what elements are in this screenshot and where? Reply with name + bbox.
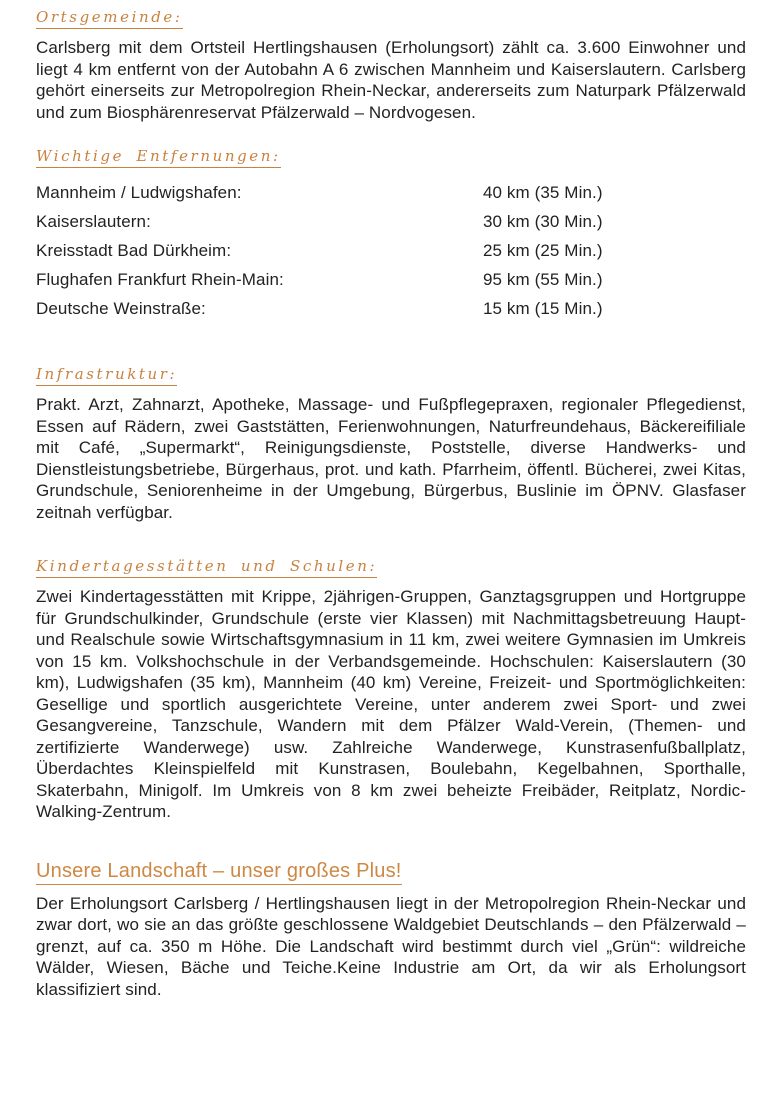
distance-row (36, 207, 746, 236)
distance-value: 95 km (55 Min.) (483, 269, 603, 289)
paragraph-infrastruktur: Prakt. Arzt, Zahnarzt, Apotheke, Massage- und Fußpflegepraxen, regionaler Pflegedienst, Essen auf Rädern, zwei Gaststätten, Ferienwohnungen, Naturfreundehaus, Bäckereifiliale mit Café, „Supermarkt“, Reinigungsdienste, Poststelle, diverse Handwerks- und Dienstleistungsbetriebe, Bürgerhaus, prot. und kath. Pfarrheim, öffentl. Bücherei, zwei Kitas, Grundschule, Seniorenheime in der Umgebung, Bürgerbus, Buslinie im ÖPNV. Glasfaser zeitnah verfügbar. (36, 395, 746, 522)
heading-row (36, 365, 746, 386)
section-heading-ortsgemeinde: Ortsgemeinde: (36, 8, 183, 29)
paragraph-kitas-schulen: Zwei Kindertagesstätten mit Krippe, 2jährigen-Gruppen, Ganztagsgruppen und Hortgruppe für Grundschulkinder, Grundschule (erste vier Klassen) mit Nachmittagsbetreuung Haupt- und Realschule sowie Wirtschaftsgymnasium in 11 km, zwei weitere Gymnasien im Umkreis von 15 km. Volkshochschule in der Verbandsgemeinde. Hochschulen: Kaiserslautern (30 km), Ludwigshafen (35 km), Mannheim (40 km) Vereine, Freizeit- und Sportmöglichkeiten: Gesellige und sportlich ausgerichtete Vereine, unter anderem zwei Sport- und zwei Gesangvereine, Tanzschule, Wandern mit dem Pfälzer Wald-Verein, (Themen- und zertifizierte Wanderwege) usw. Zahlreiche Wanderwege, Kunstrasenfußballplatz, Überdachtes Kleinspielfeld mit Kunstrasen, Boulebahn, Kegelbahnen, Sporthalle, Skaterbahn, Minigolf. Im Umkreis von 8 km zwei beheizte Freibäder, Reitplatz, Nordic-Walking-Zentrum. (36, 587, 746, 821)
section-kitas-schulen (36, 557, 746, 823)
section-heading-kitas-schulen: Kindertagesstätten und Schulen: (36, 557, 377, 578)
distance-label: Mannheim / Ludwigshafen: (36, 182, 242, 202)
distance-row (36, 294, 746, 323)
distance-label: Flughafen Frankfurt Rhein-Main: (36, 269, 284, 289)
section-landschaft (36, 859, 746, 1001)
section-heading-landschaft: Unsere Landschaft – unser großes Plus! (36, 859, 402, 885)
distance-label: Kreisstadt Bad Dürkheim: (36, 240, 232, 260)
paragraph-ortsgemeinde: Carlsberg mit dem Ortsteil Hertlingshausen (Erholungsort) zählt ca. 3.600 Einwohner und liegt 4 km entfernt von der Autobahn A 6 zwischen Mannheim und Kaiserslautern. Carlsberg gehört einerseits zur Metropolregion Rhein-Neckar, andererseits zum Naturpark Pfälzerwald und zum Biosphärenreservat Pfälzerwald – Nordvogesen. (36, 38, 746, 122)
section-heading-entfernungen: Wichtige Entfernungen: (36, 147, 281, 168)
distance-value: 30 km (30 Min.) (483, 211, 603, 231)
heading-row (36, 557, 746, 578)
heading-row (36, 859, 746, 885)
distance-value: 15 km (15 Min.) (483, 298, 603, 318)
heading-row (36, 147, 746, 168)
distance-list (36, 178, 746, 323)
section-entfernungen (36, 147, 746, 323)
distance-value: 40 km (35 Min.) (483, 182, 603, 202)
section-infrastruktur (36, 365, 746, 523)
distance-label: Deutsche Weinstraße: (36, 298, 206, 318)
distance-row (36, 265, 746, 294)
section-heading-infrastruktur: Infrastruktur: (36, 365, 177, 386)
heading-row (36, 8, 746, 29)
distance-row (36, 178, 746, 207)
paragraph-landschaft: Der Erholungsort Carlsberg / Hertlingshausen liegt in der Metropolregion Rhein-Neckar und zwar dort, wo sie an das größte geschlossene Waldgebiet Deutschlands – den Pfälzerwald – grenzt, auf ca. 350 m Höhe. Die Landschaft wird bestimmt durch viel „Grün“: wildreiche Wälder, Wiesen, Bäche und Teiche.Keine Industrie am Ort, da wir als Erholungsort klassifiziert sind. (36, 893, 746, 999)
section-ortsgemeinde (36, 8, 746, 123)
distance-row (36, 236, 746, 265)
distance-value: 25 km (25 Min.) (483, 240, 603, 260)
distance-label: Kaiserslautern: (36, 211, 151, 231)
